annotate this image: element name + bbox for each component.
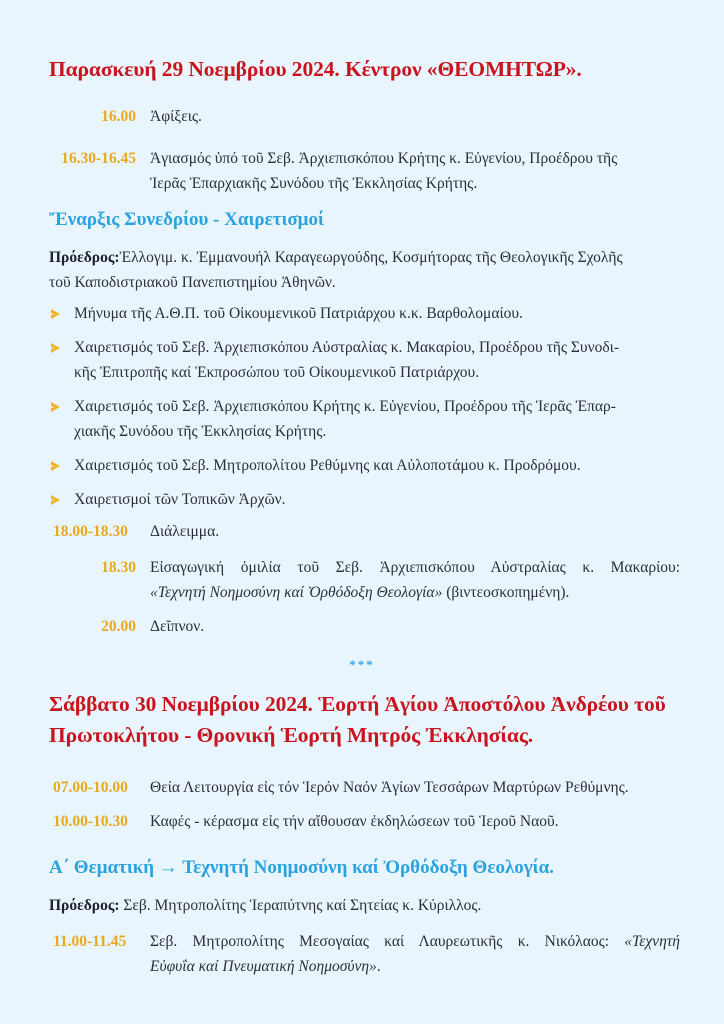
schedule-text: Διάλειμμα. bbox=[150, 523, 220, 540]
schedule-text bbox=[150, 146, 680, 196]
separator-stars: *** bbox=[349, 657, 375, 672]
bullet-arrow-icon bbox=[51, 309, 60, 319]
bullet-arrow-icon bbox=[51, 461, 60, 471]
schedule-text: Θεία Λειτουργία εἰς τόν Ἱερόν Ναόν Ἁγίων Τεσσάρων Μαρτύρων Ρεθύμνης. bbox=[150, 779, 629, 796]
talk-title: «Τεχνητή Νοημοσύνη καί Ὀρθόδοξη Θεολογία» bbox=[150, 584, 443, 601]
schedule-text: Δεῖπνον. bbox=[150, 618, 205, 635]
president-text: Σεβ. Μητροπολίτης Ἱεραπύτνης καί Σητείας κ. Κύριλλος. bbox=[119, 897, 482, 914]
schedule-text: Καφές - κέρασμα εἰς τήν αἴθουσαν ἐκδηλώσεων τοῦ Ἱεροῦ Ναοῦ. bbox=[150, 813, 559, 830]
bullet-arrow-icon bbox=[51, 343, 60, 353]
time-label: 10.00-10.30 bbox=[53, 813, 128, 830]
president-text: τοῦ Καποδιστριακοῦ Πανεπιστημίου Ἀθηνῶν. bbox=[49, 274, 336, 291]
bullet-text: Χαιρετισμοί τῶν Τοπικῶν Ἀρχῶν. bbox=[74, 491, 286, 508]
president-label: Πρόεδρος: bbox=[49, 249, 120, 266]
schedule-text-line bbox=[150, 580, 680, 605]
president-text: Ἐλλογιμ. κ. Ἐμμανουήλ Καραγεωργούδης, Κοσμήτορας τῆς Θεολογικῆς Σχολῆς bbox=[119, 249, 623, 266]
schedule-text bbox=[150, 929, 680, 979]
bullet-arrow-icon bbox=[51, 495, 60, 505]
time-label: 18.30 bbox=[101, 559, 136, 576]
talk-title: Εὐφυΐα καί Πνευματική Νοημοσύνη» bbox=[150, 958, 377, 975]
bullet-text: Μήνυμα τῆς Α.Θ.Π. τοῦ Οἰκουμενικοῦ Πατριάρχου κ.κ. Βαρθολομαίου. bbox=[74, 305, 523, 322]
bullet-text-line: Χαιρετισμός τοῦ Σεβ. Ἀρχιεπισκόπου Αὐστραλίας κ. Μακαρίου, Προέδρου τῆς Συνοδι- bbox=[74, 339, 620, 356]
bullet-text bbox=[74, 335, 684, 385]
day2-heading-line: Πρωτοκλήτου - Θρονική Ἑορτή Μητρός Ἐκκλησίας. bbox=[49, 723, 534, 747]
schedule-text: Ἀφίξεις. bbox=[150, 108, 202, 125]
schedule-text-line: Ἱερᾶς Ἐπαρχιακῆς Συνόδου τῆς Ἐκκλησίας Κρήτης. bbox=[150, 175, 478, 192]
time-label: 07.00-10.00 bbox=[53, 779, 128, 796]
schedule-text bbox=[150, 555, 680, 605]
day1-heading: Παρασκευή 29 Νοεμβρίου 2024. Κέντρον «ΘΕΟΜΗΤΩΡ». bbox=[49, 57, 582, 81]
time-label: 16.00 bbox=[101, 108, 136, 125]
day2-heading-line: Σάββατο 30 Νοεμβρίου 2024. Ἑορτή Ἁγίου Ἀποστόλου Ἀνδρέου τοῦ bbox=[49, 692, 666, 716]
bullet-text-line: χιακῆς Συνόδου τῆς Ἐκκλησίας Κρήτης. bbox=[74, 423, 327, 440]
president-label: Πρόεδρος: bbox=[49, 897, 120, 914]
talk-note: (βιντεοσκοπημένη). bbox=[442, 584, 570, 601]
time-label: 16.30-16.45 bbox=[61, 150, 136, 167]
section-heading: Ἔναρξις Συνεδρίου - Χαιρετισμοί bbox=[49, 209, 324, 230]
bullet-text: Χαιρετισμός τοῦ Σεβ. Μητροπολίτου Ρεθύμνης και Αὐλοποτάμου κ. Προδρόμου. bbox=[74, 457, 581, 474]
day2-heading bbox=[49, 689, 666, 751]
section-heading: Α΄ Θεματική → Τεχνητή Νοημοσύνη καί Ὀρθόδοξη Θεολογία. bbox=[49, 857, 554, 878]
time-label: 18.00-18.30 bbox=[53, 523, 128, 540]
time-label: 20.00 bbox=[101, 618, 136, 635]
time-label: 11.00-11.45 bbox=[53, 933, 127, 950]
bullet-text bbox=[74, 394, 684, 444]
president-block bbox=[49, 245, 681, 295]
schedule-text-line bbox=[150, 954, 680, 979]
schedule-text-line: Εἰσαγωγική ὁμιλία τοῦ Σεβ. Ἀρχιεπισκόπου Αὐστραλίας κ. Μακαρίου: bbox=[150, 559, 680, 576]
schedule-text-line bbox=[150, 929, 680, 954]
talk-note: . bbox=[376, 958, 381, 975]
bullet-arrow-icon bbox=[51, 402, 60, 412]
talk-speaker: Σεβ. Μητροπολίτης Μεσογαίας καί Λαυρεωτικῆς κ. Νικόλαος: bbox=[150, 933, 625, 950]
talk-title: «Τεχνητή bbox=[624, 933, 680, 950]
schedule-text-line: Ἁγιασμός ὑπό τοῦ Σεβ. Ἀρχιεπισκόπου Κρήτης κ. Εὐγενίου, Προέδρου τῆς bbox=[150, 150, 618, 167]
bullet-text-line: κῆς Ἐπιτροπῆς καί Ἐκπροσώπου τοῦ Οἰκουμενικοῦ Πατριάρχου. bbox=[74, 364, 480, 381]
bullet-text-line: Χαιρετισμός τοῦ Σεβ. Ἀρχιεπισκόπου Κρήτης κ. Εὐγενίου, Προέδρου τῆς Ἱερᾶς Ἐπαρ- bbox=[74, 398, 616, 415]
president-block bbox=[49, 893, 481, 918]
